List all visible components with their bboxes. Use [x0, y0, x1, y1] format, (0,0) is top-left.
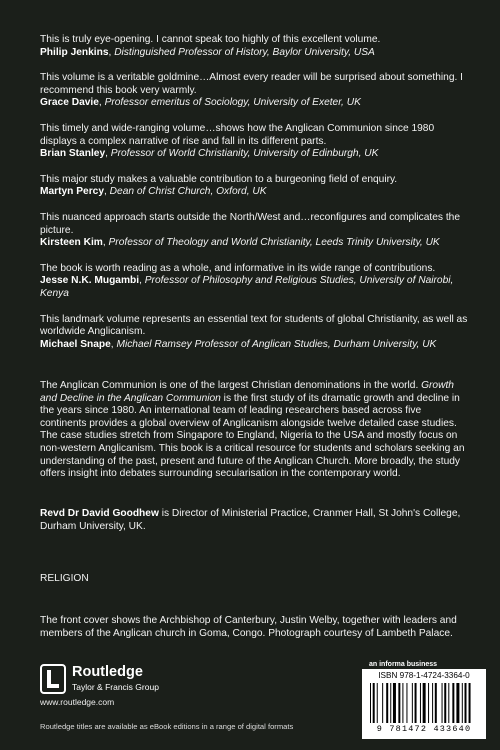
endorser-role: Distinguished Professor of History, Baylor University, USA	[114, 46, 375, 58]
publisher-url: www.routledge.com	[40, 697, 115, 707]
endorsement	[40, 72, 470, 110]
endorsement-quote: This nuanced approach starts outside the North/West and…reconfigures and complicates the picture.	[40, 211, 460, 236]
endorser-name: Martyn Percy	[40, 186, 104, 198]
author-note	[40, 508, 470, 533]
endorsement-quote: This volume is a veritable goldmine…Almost every reader will be surprised about something. I recommend this book very warmly.	[40, 72, 463, 96]
endorsement-quote: The book is worth reading as a whole, and informative in its wide range of contributions.	[40, 262, 436, 274]
endorsement-quote: This is truly eye-opening. I cannot speak too highly of this excellent volume.	[40, 34, 381, 45]
endorsement-attribution: Michael Snape, Michael Ramsey Professor of Anglican Studies, Durham University, UK	[40, 338, 437, 350]
author-name: Revd Dr David Goodhew	[40, 508, 159, 519]
endorser-role: Dean of Christ Church, Oxford, UK	[109, 186, 267, 198]
ebook-note: Routledge titles are available as eBook editions in a range of digital formats	[40, 722, 294, 731]
endorser-role: Professor emeritus of Sociology, University of Exeter, UK	[104, 97, 361, 109]
endorsement-attribution: Jesse N.K. Mugambi, Professor of Philosophy and Religious Studies, University of Nairobi, Kenya	[40, 275, 454, 299]
endorsement-attribution: Brian Stanley, Professor of World Christianity, University of Edinburgh, UK	[40, 148, 379, 160]
endorsement	[40, 174, 470, 199]
endorser-role: Michael Ramsey Professor of Anglican Studies, Durham University, UK	[116, 338, 437, 350]
endorsement	[40, 263, 470, 301]
subject-category: RELIGION	[40, 573, 89, 584]
publisher-name: Routledge	[72, 664, 143, 680]
description-text: is the first study of its dramatic growth and decline in the years since 1980. An international team of leading researchers based across five continents provides a global overview of Anglicanism alongside twelve detailed case studies. The case studies stretch from Singapore to England, Nigeria to the USA and mostly focus on non-western Anglicanism. This book is a critical resource for students and scholars seeking an understanding of the past, present and future of the Anglican Church. More broadly, the study offers insight into debates surrounding secularisation in the contemporary world.	[40, 392, 465, 480]
endorsement-quote: This major study makes a valuable contribution to a burgeoning field of enquiry.	[40, 173, 398, 185]
informa-tagline: an informa business	[369, 661, 438, 668]
endorser-role: Professor of World Christianity, University of Edinburgh, UK	[110, 148, 379, 160]
endorsement-attribution: Philip Jenkins, Distinguished Professor of History, Baylor University, USA	[40, 46, 375, 58]
endorser-name: Kirsteen Kim	[40, 237, 103, 249]
book-description	[40, 380, 470, 481]
book-title-italic: Growth and Decline in the Anglican Communion	[40, 380, 454, 404]
endorsement	[40, 314, 470, 352]
endorser-name: Jesse N.K. Mugambi	[40, 275, 140, 287]
isbn-text: ISBN 978-1-4724-3364-0	[378, 671, 470, 680]
endorser-name: Michael Snape	[40, 338, 111, 350]
endorsement	[40, 123, 470, 161]
endorser-role: Professor of Philosophy and Religious Studies, University of Nairobi, Kenya	[40, 275, 454, 299]
barcode-icon	[370, 683, 478, 723]
barcode-panel	[362, 669, 486, 739]
endorser-role: Professor of Theology and World Christianity, Leeds Trinity University, UK	[108, 237, 440, 249]
endorsement	[40, 212, 470, 250]
endorser-name: Philip Jenkins	[40, 46, 109, 58]
endorsement	[40, 34, 470, 59]
cover-photo-credit: The front cover shows the Archbishop of Canterbury, Justin Welby, together with leaders and members of the Anglican church in Goma, Congo. Photograph courtesy of Lambeth Palace.	[40, 615, 457, 639]
endorsement-quote: This landmark volume represents an essential text for students of global Christianity, as well as worldwide Anglicanism.	[40, 313, 468, 338]
endorser-name: Grace Davie	[40, 97, 99, 109]
endorsement-attribution: Grace Davie, Professor emeritus of Sociology, University of Exeter, UK	[40, 97, 361, 109]
endorsement-attribution: Martyn Percy, Dean of Christ Church, Oxford, UK	[40, 186, 267, 198]
barcode-digits: 9 781472 433640	[376, 724, 472, 734]
endorsement-attribution: Kirsteen Kim, Professor of Theology and World Christianity, Leeds Trinity University, UK	[40, 237, 440, 249]
description-text: The Anglican Communion is one of the largest Christian denominations in the world.	[40, 380, 422, 391]
endorsement-quote: This timely and wide-ranging volume…shows how the Anglican Communion since 1980 displays a complex narrative of rise and fall in its different parts.	[40, 122, 435, 147]
endorsements	[40, 34, 470, 364]
author-bio: is Director of Ministerial Practice, Cranmer Hall, St John's College, Durham University, UK.	[40, 508, 461, 532]
routledge-logo-icon	[40, 664, 66, 694]
publisher-subtitle: Taylor & Francis Group	[72, 682, 159, 692]
endorser-name: Brian Stanley	[40, 148, 106, 160]
